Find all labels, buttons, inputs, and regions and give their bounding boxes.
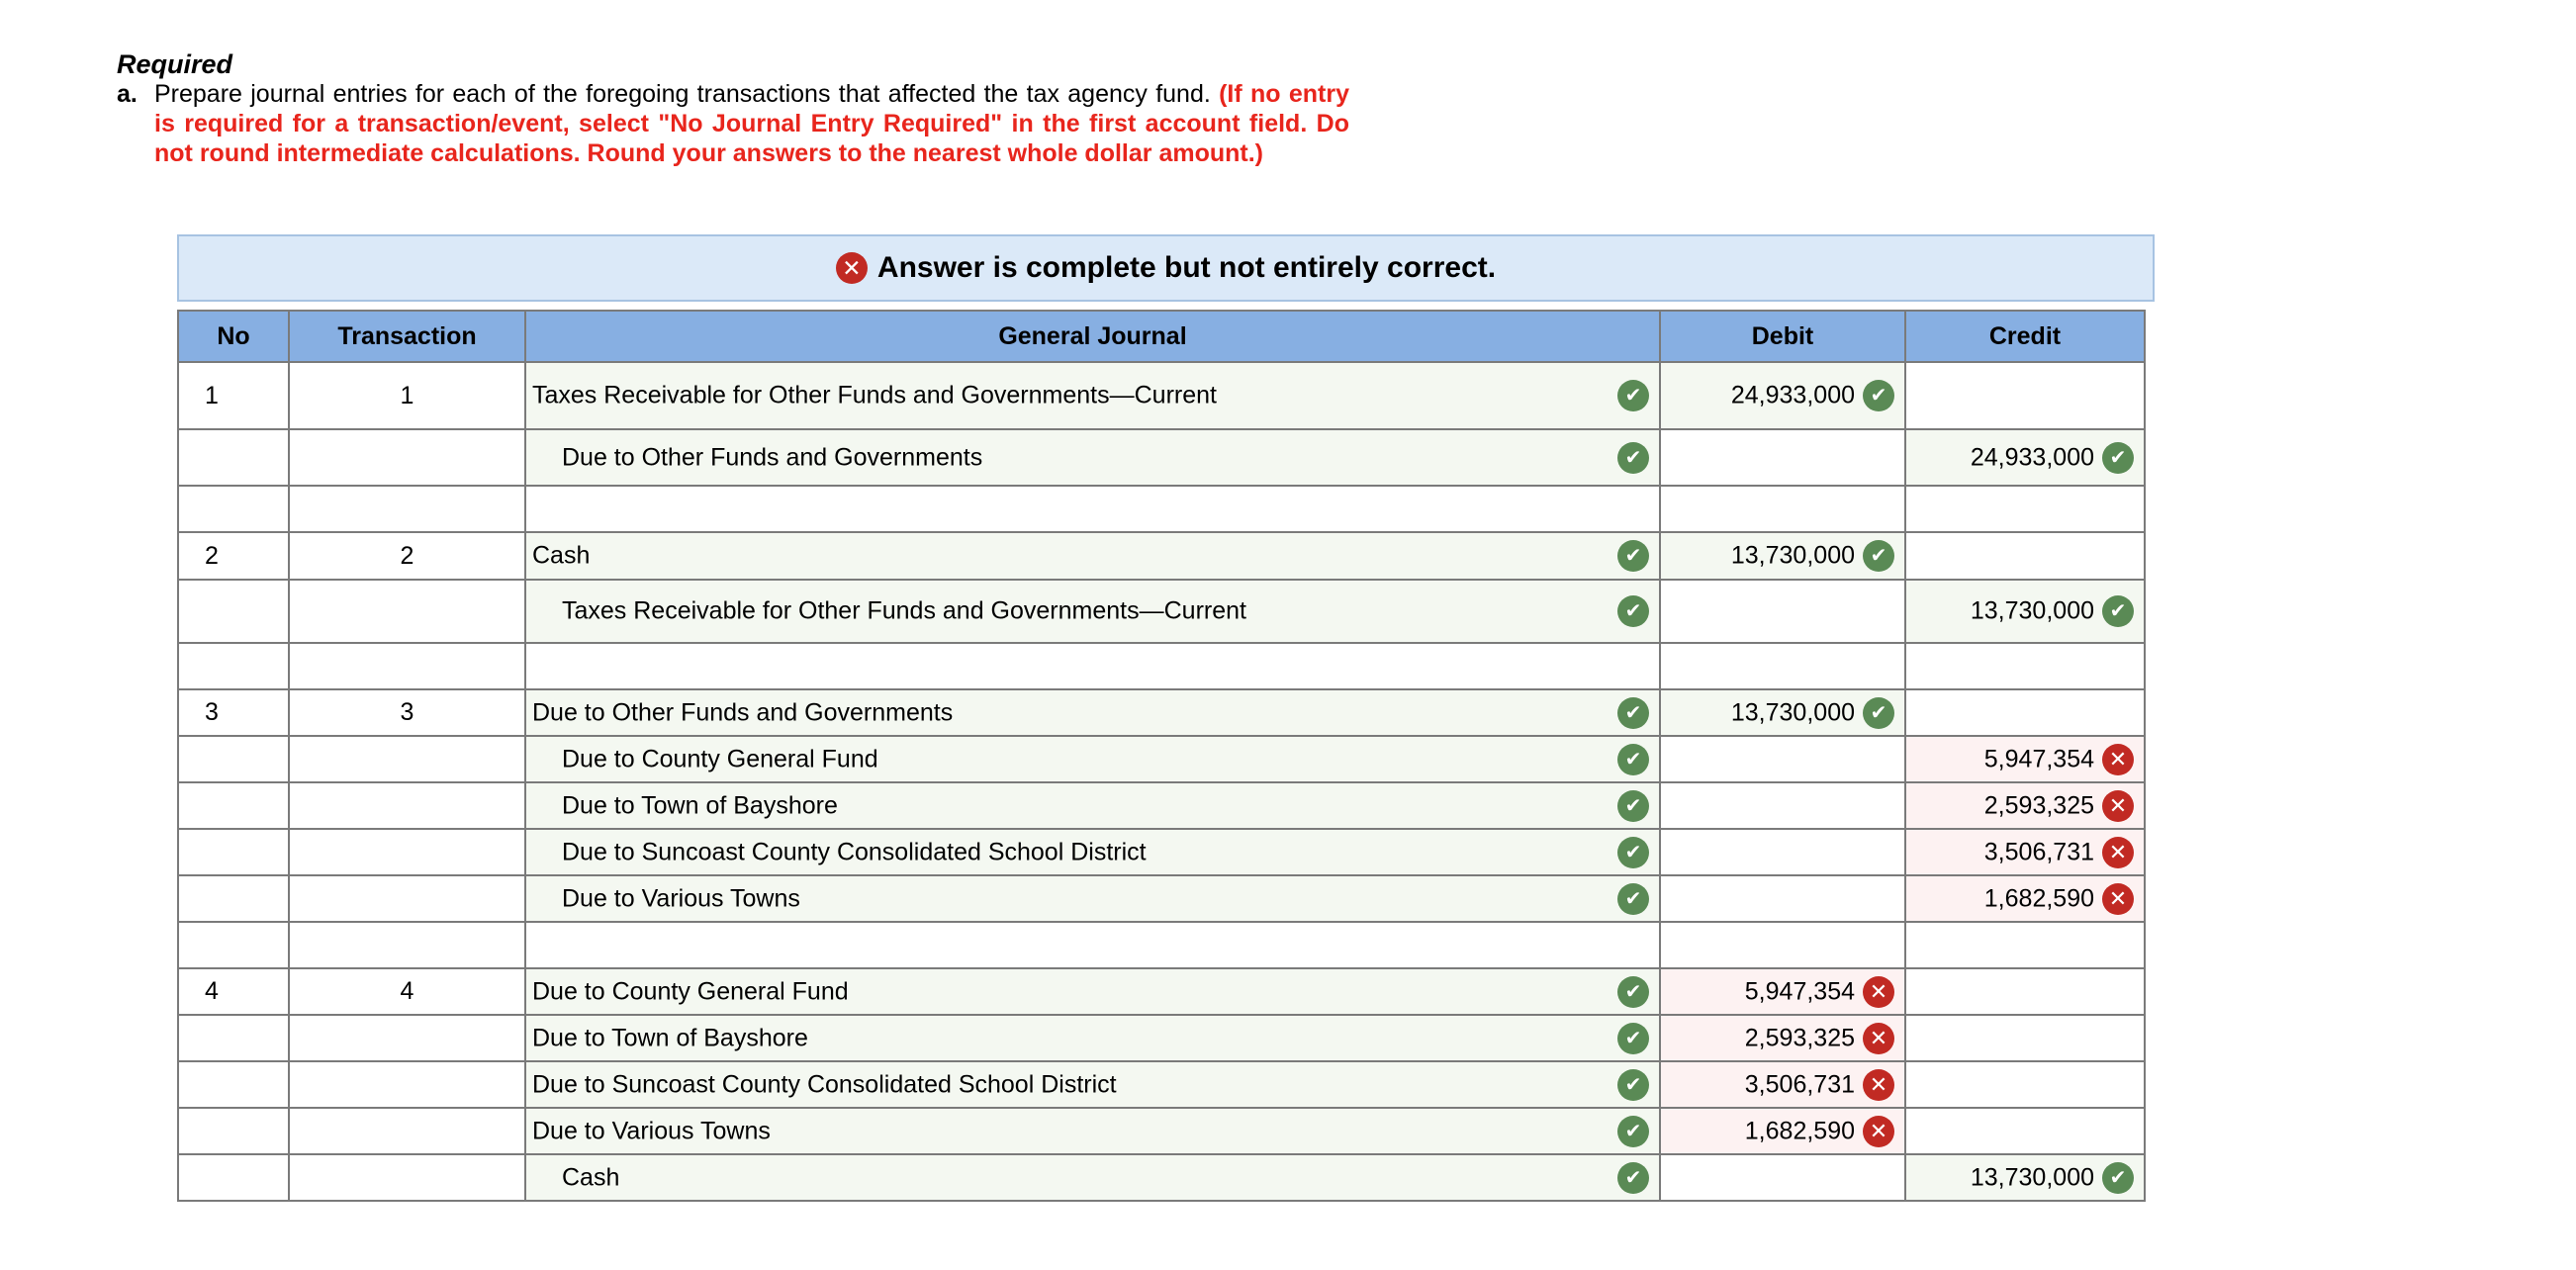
cell-transaction [289,922,525,968]
cell-transaction: 1 [289,362,525,429]
instruction-note: (If no entry is required for a transaction/event, select "No Journal Entry Required" in the first account field. Do not round intermediate calculations. Round your answers to the nearest whole dollar amount.) [154,80,1349,167]
result-banner [177,234,2155,302]
cell-transaction: 4 [289,968,525,1015]
table-row [178,580,2145,643]
cell-credit[interactable] [1905,689,2145,736]
cell-debit[interactable] [1660,362,1905,429]
journal-body [178,362,2145,1201]
x-circle-icon: ✕ [2102,883,2134,915]
account-name: Cash [562,1163,620,1191]
table-row [178,782,2145,829]
spacer-row [178,922,2145,968]
cell-transaction [289,1061,525,1108]
table-row [178,1061,2145,1108]
cell-credit[interactable] [1905,486,2145,532]
cell-no [178,1108,289,1154]
cell-no: 2 [178,532,289,580]
cell-debit[interactable] [1660,922,1905,968]
table-row [178,875,2145,922]
cell-debit[interactable] [1660,532,1905,580]
check-icon: ✔ [1617,1116,1649,1147]
cell-account[interactable] [525,1108,1660,1154]
cell-account[interactable] [525,532,1660,580]
cell-transaction [289,736,525,782]
x-circle-icon: ✕ [2102,744,2134,775]
cell-debit[interactable] [1660,1061,1905,1108]
cell-credit[interactable] [1905,1061,2145,1108]
col-header-debit: Debit [1660,311,1905,362]
cell-credit[interactable] [1905,1154,2145,1201]
cell-debit[interactable] [1660,580,1905,643]
table-row [178,532,2145,580]
x-circle-icon: ✕ [1863,1116,1894,1147]
cell-debit[interactable] [1660,829,1905,875]
cell-transaction: 3 [289,689,525,736]
cell-credit[interactable] [1905,643,2145,689]
spacer-row [178,643,2145,689]
cell-debit[interactable] [1660,643,1905,689]
cell-credit[interactable] [1905,968,2145,1015]
amount-value: 1,682,590 [1744,1117,1855,1144]
cell-no [178,1015,289,1061]
cell-account[interactable] [525,968,1660,1015]
cell-credit[interactable] [1905,429,2145,486]
cell-no [178,643,289,689]
table-header-row [178,311,2145,362]
table-row [178,829,2145,875]
x-circle-icon: ✕ [2102,837,2134,868]
cell-no [178,580,289,643]
amount-value: 5,947,354 [1744,977,1855,1005]
cell-debit[interactable] [1660,429,1905,486]
cell-credit[interactable] [1905,736,2145,782]
account-name: Due to Various Towns [532,1117,771,1144]
check-icon: ✔ [2102,595,2134,627]
x-circle-icon: ✕ [836,252,868,284]
cell-credit[interactable] [1905,922,2145,968]
account-name: Taxes Receivable for Other Funds and Governments—Current [532,381,1217,409]
required-heading: Required [117,49,233,79]
account-name: Due to Town of Bayshore [532,1024,808,1051]
cell-account[interactable] [525,782,1660,829]
cell-no: 3 [178,689,289,736]
x-circle-icon: ✕ [1863,1023,1894,1054]
cell-debit[interactable] [1660,1015,1905,1061]
check-icon: ✔ [1863,697,1894,729]
amount-value: 1,682,590 [1983,884,2094,912]
check-icon: ✔ [2102,442,2134,474]
account-name: Due to Suncoast County Consolidated School District [562,838,1147,865]
cell-transaction [289,580,525,643]
check-icon: ✔ [1617,976,1649,1008]
amount-value: 13,730,000 [1970,1163,2094,1191]
instruction-main: Prepare journal entries for each of the foregoing transactions that affected the tax agency fund. [154,80,1211,108]
cell-transaction [289,643,525,689]
table-row [178,736,2145,782]
col-header-credit: Credit [1905,311,2145,362]
cell-credit[interactable] [1905,875,2145,922]
x-circle-icon: ✕ [2102,790,2134,822]
amount-value: 13,730,000 [1970,596,2094,625]
cell-credit[interactable] [1905,532,2145,580]
cell-account[interactable] [525,922,1660,968]
account-name: Taxes Receivable for Other Funds and Governments—Current [562,596,1246,625]
check-icon: ✔ [1617,744,1649,775]
account-name: Due to Suncoast County Consolidated School District [532,1070,1117,1098]
amount-value: 13,730,000 [1730,541,1855,570]
cell-no [178,829,289,875]
account-name: Due to Other Funds and Governments [562,443,983,471]
cell-no [178,922,289,968]
cell-credit[interactable] [1905,782,2145,829]
cell-debit[interactable] [1660,782,1905,829]
check-icon: ✔ [1617,1069,1649,1101]
cell-no: 4 [178,968,289,1015]
cell-transaction [289,1015,525,1061]
result-banner-text: Answer is complete but not entirely correct. [876,251,1497,284]
cell-no [178,429,289,486]
cell-account[interactable] [525,486,1660,532]
cell-no [178,875,289,922]
amount-value: 3,506,731 [1744,1070,1855,1098]
cell-account[interactable] [525,736,1660,782]
amount-value: 2,593,325 [1744,1024,1855,1051]
account-name: Due to County General Fund [562,745,878,772]
amount-value: 2,593,325 [1983,791,2094,819]
cell-credit[interactable] [1905,580,2145,643]
cell-transaction [289,782,525,829]
amount-value: 5,947,354 [1983,745,2094,772]
x-circle-icon: ✕ [1863,1069,1894,1101]
check-icon: ✔ [1617,1162,1649,1194]
cell-debit[interactable] [1660,1108,1905,1154]
account-name: Due to Town of Bayshore [562,791,838,819]
cell-account[interactable] [525,829,1660,875]
spacer-row [178,486,2145,532]
cell-credit[interactable] [1905,1015,2145,1061]
check-icon: ✔ [1617,883,1649,915]
amount-value: 3,506,731 [1983,838,2094,865]
check-icon: ✔ [1617,380,1649,411]
cell-account[interactable] [525,643,1660,689]
table-row [178,1154,2145,1201]
cell-debit[interactable] [1660,486,1905,532]
cell-account[interactable] [525,1154,1660,1201]
cell-credit[interactable] [1905,362,2145,429]
cell-transaction [289,875,525,922]
check-icon: ✔ [1617,837,1649,868]
table-row [178,1015,2145,1061]
cell-account[interactable] [525,875,1660,922]
instruction-block [117,79,1349,168]
table-row [178,429,2145,486]
cell-account[interactable] [525,689,1660,736]
part-letter: a. [117,80,138,108]
cell-transaction [289,429,525,486]
cell-account[interactable] [525,1015,1660,1061]
col-header-no: No [178,311,289,362]
cell-account[interactable] [525,580,1660,643]
cell-no: 1 [178,362,289,429]
journal-table [177,310,2146,1202]
cell-transaction: 2 [289,532,525,580]
cell-no [178,782,289,829]
table-row [178,689,2145,736]
check-icon: ✔ [1863,540,1894,572]
check-icon: ✔ [1617,697,1649,729]
check-icon: ✔ [2102,1162,2134,1194]
cell-transaction [289,829,525,875]
x-circle-icon: ✕ [1863,976,1894,1008]
col-header-general-journal: General Journal [525,311,1660,362]
account-name: Cash [532,541,591,570]
table-row [178,1108,2145,1154]
cell-credit[interactable] [1905,829,2145,875]
cell-transaction [289,486,525,532]
cell-account[interactable] [525,429,1660,486]
check-icon: ✔ [1617,1023,1649,1054]
check-icon: ✔ [1617,540,1649,572]
check-icon: ✔ [1863,380,1894,411]
account-name: Due to County General Fund [532,977,849,1005]
cell-no [178,1154,289,1201]
table-row [178,968,2145,1015]
cell-debit[interactable] [1660,689,1905,736]
cell-debit[interactable] [1660,736,1905,782]
table-row [178,362,2145,429]
account-name: Due to Various Towns [562,884,800,912]
cell-debit[interactable] [1660,968,1905,1015]
amount-value: 24,933,000 [1970,443,2094,471]
col-header-transaction: Transaction [289,311,525,362]
cell-account[interactable] [525,362,1660,429]
cell-no [178,1061,289,1108]
cell-transaction [289,1108,525,1154]
cell-account[interactable] [525,1061,1660,1108]
cell-no [178,736,289,782]
amount-value: 13,730,000 [1730,698,1855,726]
account-name: Due to Other Funds and Governments [532,698,954,726]
check-icon: ✔ [1617,595,1649,627]
cell-transaction [289,1154,525,1201]
cell-debit[interactable] [1660,1154,1905,1201]
cell-credit[interactable] [1905,1108,2145,1154]
cell-no [178,486,289,532]
amount-value: 24,933,000 [1730,381,1855,409]
check-icon: ✔ [1617,442,1649,474]
check-icon: ✔ [1617,790,1649,822]
instruction-text [154,79,1349,168]
cell-debit[interactable] [1660,875,1905,922]
